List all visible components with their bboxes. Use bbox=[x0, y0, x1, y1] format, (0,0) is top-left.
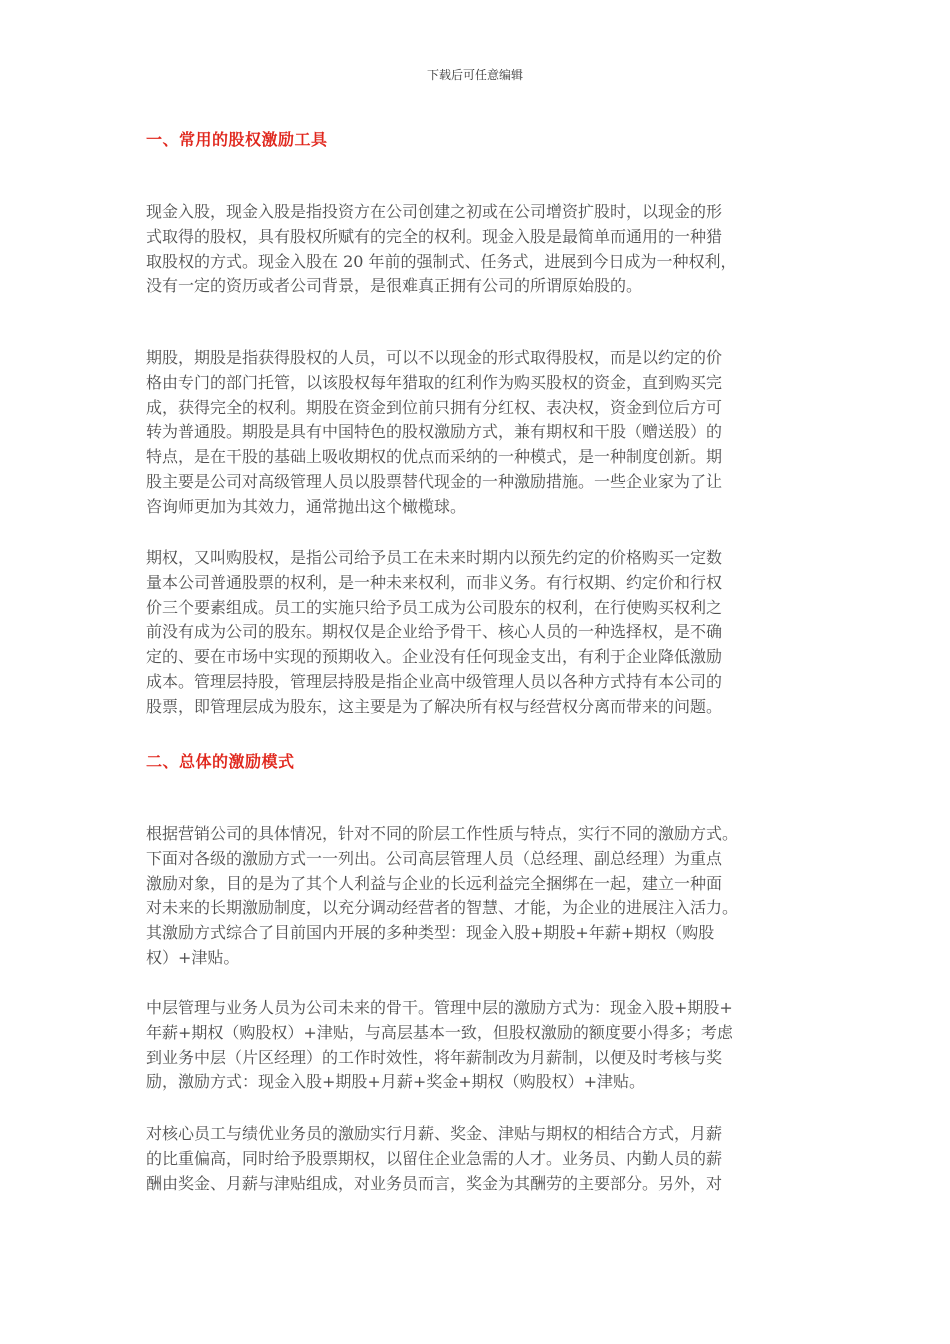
text-line: 咨询师更加为其效力，通常抛出这个橄榄球。 bbox=[146, 496, 467, 516]
paragraph-futures-shares bbox=[146, 346, 818, 520]
text-line: 下面对各级的激励方式一一列出。公司高层管理人员（总经理、副总经理）为重点 bbox=[146, 848, 723, 868]
text-line: 转为普通股。期股是具有中国特色的股权激励方式，兼有期权和干股（赠送股）的 bbox=[146, 422, 723, 442]
section-2-title: 二、总体的激励模式 bbox=[146, 752, 295, 771]
text-line: 格由专门的部门托管，以该股权每年猎取的红利作为购买股权的资金，直到购买完 bbox=[146, 372, 723, 392]
text-line: 特点，是在干股的基础上吸收期权的优点而采纳的一种模式，是一种制度创新。期 bbox=[146, 447, 723, 467]
page-header-note: 下载后可任意编辑 bbox=[426, 68, 523, 82]
text-line: 价三个要素组成。员工的实施只给予员工成为公司股东的权利，在行使购买权利之 bbox=[146, 597, 723, 617]
text-line: 取股权的方式。现金入股在 20 年前的强制式、任务式，进展到今日成为一种权利， bbox=[146, 251, 737, 271]
section-1-title: 一、常用的股权激励工具 bbox=[146, 130, 328, 149]
text-line: 中层管理与业务人员为公司未来的骨干。管理中层的激励方式为：现金入股+期股+ bbox=[146, 998, 733, 1017]
text-line: 量本公司普通股票的权利，是一种未来权利，而非义务。有行权期、约定价和行权 bbox=[146, 572, 723, 592]
text-line: 定的、要在市场中实现的预期收入。企业没有任何现金支出，有利于企业降低激励 bbox=[146, 647, 723, 667]
paragraph-middle-management bbox=[146, 996, 818, 1095]
text-line: 对未来的长期激励制度，以充分调动经营者的智慧、才能，为企业的进展注入活力。 bbox=[146, 898, 739, 918]
text-line: 期股，期股是指获得股权的人员，可以不以现金的形式取得股权，而是以约定的价 bbox=[146, 348, 723, 367]
text-line: 现金入股，现金入股是指投资方在公司创建之初或在公司增资扩股时，以现金的形 bbox=[146, 202, 723, 221]
text-line: 成本。管理层持股，管理层持股是指企业高中级管理人员以各种方式持有本公司的 bbox=[146, 671, 723, 691]
text-line: 根据营销公司的具体情况，针对不同的阶层工作性质与特点，实行不同的激励方式。 bbox=[146, 824, 739, 843]
text-line: 式取得的股权，具有股权所赋有的完全的权利。现金入股是最简单而通用的一种猎 bbox=[146, 226, 723, 246]
text-line: 期权，又叫购股权，是指公司给予员工在未来时期内以预先约定的价格购买一定数 bbox=[146, 548, 723, 567]
text-line: 年薪+期权（购股权）+津贴，与高层基本一致，但股权激励的额度要小得多；考虑 bbox=[146, 1022, 733, 1042]
text-line: 励，激励方式：现金入股+期股+月薪+奖金+期权（购股权）+津贴。 bbox=[146, 1072, 646, 1092]
text-line: 对核心员工与绩优业务员的激励实行月薪、奖金、津贴与期权的相结合方式，月薪 bbox=[146, 1124, 723, 1143]
text-line: 成，获得完全的权利。期股在资金到位前只拥有分红权、表决权，资金到位后方可 bbox=[146, 397, 723, 417]
text-line: 激励对象，目的是为了其个人利益与企业的长远利益完全捆绑在一起，建立一种面 bbox=[146, 873, 723, 893]
text-line: 酬由奖金、月薪与津贴组成，对业务员而言，奖金为其酬劳的主要部分。另外，对 bbox=[146, 1173, 723, 1193]
paragraph-overall-model bbox=[146, 822, 818, 971]
paragraph-stock-options bbox=[146, 546, 818, 720]
paragraph-cash-shares bbox=[146, 200, 818, 299]
text-line: 权）+津贴。 bbox=[146, 947, 240, 967]
text-line: 没有一定的资历或者公司背景，是很难真正拥有公司的所谓原始股的。 bbox=[146, 276, 643, 296]
text-line: 的比重偏高，同时给予股票期权，以留住企业急需的人才。业务员、内勤人员的薪 bbox=[146, 1148, 723, 1168]
paragraph-core-staff bbox=[146, 1122, 818, 1196]
text-line: 到业务中层（片区经理）的工作时效性，将年薪制改为月薪制，以便及时考核与奖 bbox=[146, 1047, 723, 1067]
text-line: 前没有成为公司的股东。期权仅是企业给予骨干、核心人员的一种选择权，是不确 bbox=[146, 622, 723, 642]
text-line: 其激励方式综合了目前国内开展的多种类型：现金入股+期股+年薪+期权（购股 bbox=[146, 923, 715, 943]
text-line: 股主要是公司对高级管理人员以股票替代现金的一种激励措施。一些企业家为了让 bbox=[146, 471, 723, 491]
text-line: 股票，即管理层成为股东，这主要是为了解决所有权与经营权分离而带来的问题。 bbox=[146, 696, 723, 716]
